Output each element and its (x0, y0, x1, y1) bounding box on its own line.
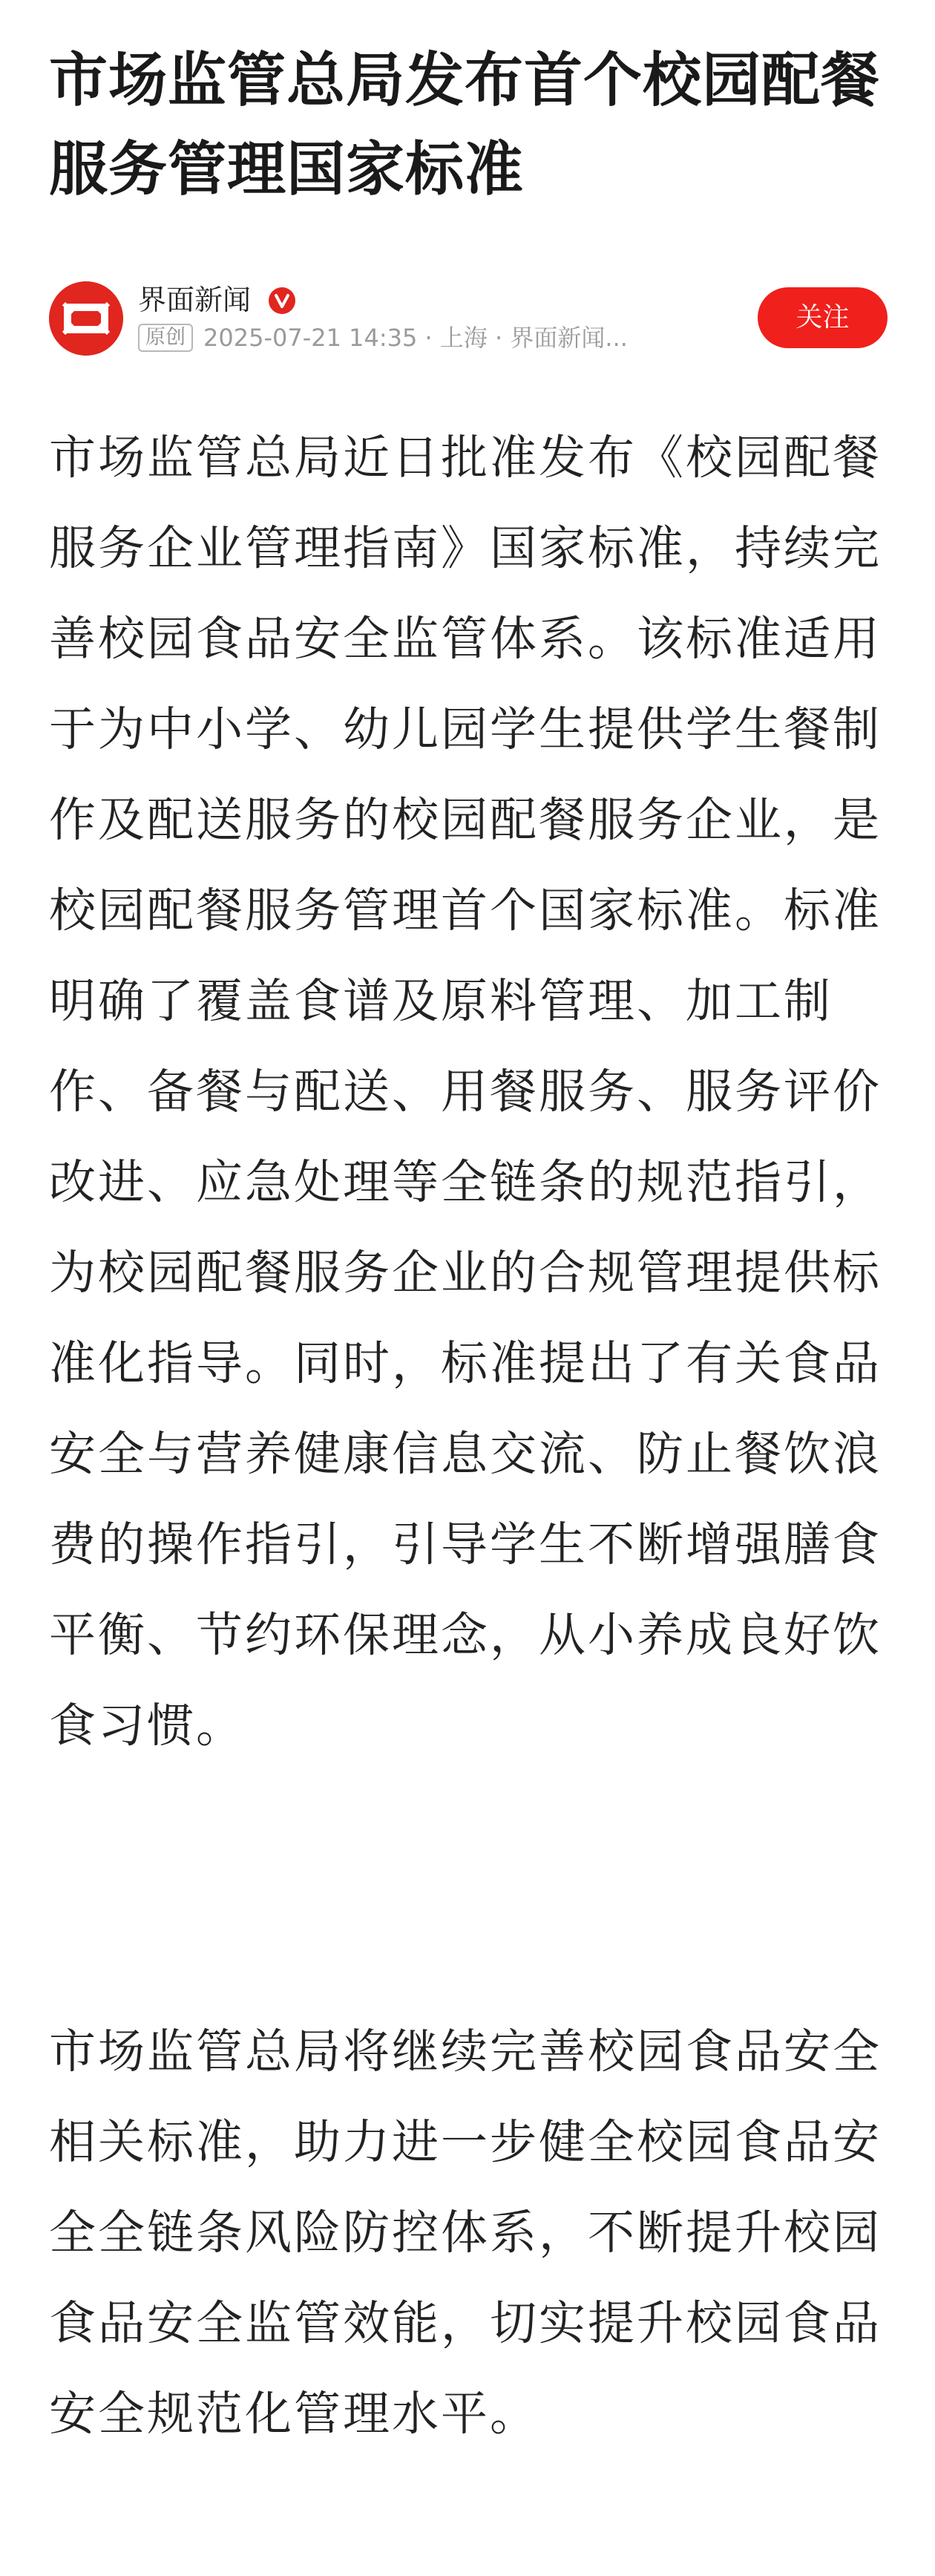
follow-button[interactable]: 关注 (758, 287, 888, 348)
original-badge: 原创 (138, 324, 193, 352)
body-paragraph-1: 市场监管总局近日批准发布《校园配餐服务企业管理指南》国家标准，持续完善校园食品安全监管体系。该标准适用于为中小学、幼儿园学生提供学生餐制作及配送服务的校园配餐服务企业，是校园配餐服务管理首个国家标准。标准明确了覆盖食谱及原料管理、加工制作、备餐与配送、用餐服务、服务评价改进、应急处理等全链条的规范指引，为校园配餐服务企业的合规管理提供标准化指导。同时，标准提出了有关食品安全与营养健康信息交流、防止餐饮浪费的操作指引，引导学生不断增强膳食平衡、节约环保理念，从小养成良好饮食习惯。 (49, 431, 882, 1753)
verified-v-icon (269, 287, 295, 314)
jiemian-logo-icon (49, 281, 123, 356)
author-row (49, 277, 888, 359)
article-title: 市场监管总局发布首个校园配餐服务管理国家标准 (49, 46, 880, 203)
publish-info: 2025-07-21 14:35 · 上海 · 界面新闻... (203, 324, 628, 352)
body-paragraph-2: 市场监管总局将继续完善校园食品安全相关标准，助力进一步健全校园食品安全全链条风险防控体系，不断提升校园食品安全监管效能，切实提升校园食品安全规范化管理水平。 (49, 2024, 882, 2441)
article-meta (138, 323, 776, 356)
author-name[interactable]: 界面新闻 (138, 284, 252, 316)
author-avatar[interactable] (49, 281, 123, 356)
